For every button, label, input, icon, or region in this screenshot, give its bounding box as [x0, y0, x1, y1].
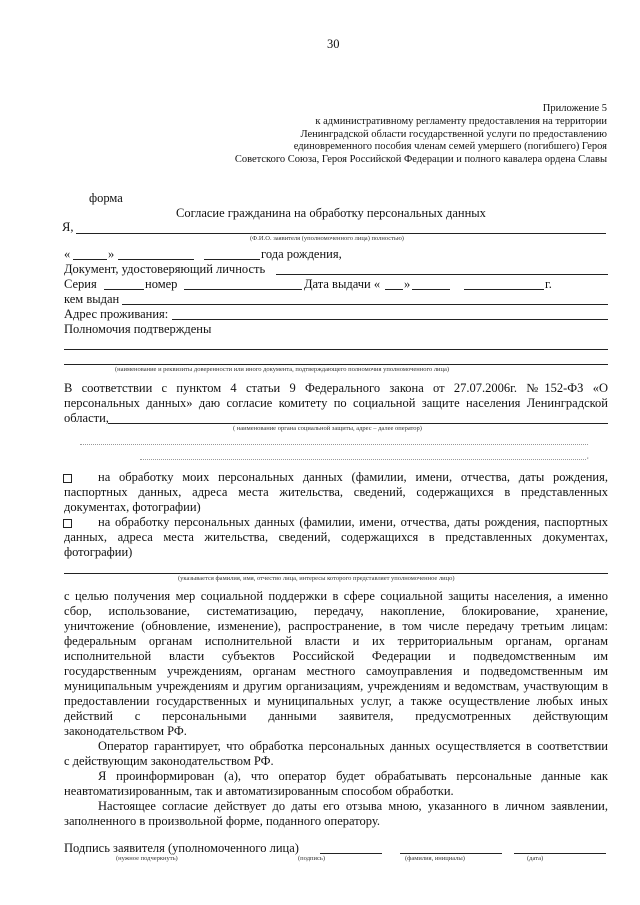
issue-year-line[interactable]	[464, 289, 544, 290]
document-title: Согласие гражданина на обработку персональных данных	[176, 206, 486, 220]
fio-field-line[interactable]	[76, 233, 606, 234]
purpose-line: государственным учреждениям, органам местного самоуправления и подведомственным им	[64, 664, 608, 678]
option-represented-data-line: данных, адреса места жительства, сведений, содержащихся в представленных документах,	[64, 530, 608, 544]
authority-hint: (наименование и реквизиты доверенности или иного документа, подтверждающего полномочия уполномоченного лица)	[115, 366, 450, 373]
issued-by-field-line[interactable]	[122, 304, 608, 305]
birth-open-quote: «	[64, 247, 71, 261]
option-own-data-checkbox[interactable]	[63, 474, 72, 483]
series-label: Серия	[64, 277, 97, 291]
authority-field-line-1[interactable]	[64, 349, 608, 350]
purpose-line: муниципальным учреждениям и другим организациям, учреждениям и ведомствам, участвующим в	[64, 679, 608, 693]
birth-month-line[interactable]	[118, 259, 194, 260]
appendix-line: к административному регламенту предоставления на территории	[315, 115, 607, 127]
page-number: 30	[327, 37, 340, 51]
number-label: номер	[145, 277, 178, 291]
option-represented-data-line: фотографии)	[64, 545, 133, 559]
address-field-line[interactable]	[172, 319, 608, 320]
series-field-line[interactable]	[104, 289, 144, 290]
ya-label: Я,	[62, 220, 74, 234]
guarantee-line: Оператор гарантирует, что обработка персональных данных осуществляется в соответствии	[98, 739, 608, 753]
option-own-data-line: на обработку моих персональных данных (фамилии, имени, отчества, даты рождения,	[98, 470, 608, 484]
purpose-line: законодательством РФ.	[64, 724, 187, 738]
option-represented-data-line: на обработку персональных данных (фамилии, имени, отчества, даты рождения, паспортных	[98, 515, 608, 529]
operator-dotted-line-2[interactable]	[140, 459, 586, 460]
document-field-line[interactable]	[276, 274, 608, 275]
purpose-line: сбор, использование, систематизацию, передачу, накопление, блокирование, хранение,	[64, 604, 608, 618]
date-field-line[interactable]	[514, 853, 606, 854]
authority-field-line-2[interactable]	[64, 364, 608, 365]
consent-intro-line: области,	[64, 411, 109, 425]
option-represented-data-checkbox[interactable]	[63, 519, 72, 528]
guarantee-line: с действующим законодательством РФ.	[64, 754, 274, 768]
informed-line: Я проинформирован (а), что оператор будет обрабатывать персональные данные как	[98, 769, 608, 783]
appendix-line: единовременного пособия членам семей умершего (погибшего) Героя	[293, 141, 607, 153]
operator-dotted-line-1[interactable]	[80, 444, 588, 445]
informed-line: неавтоматизированным, так и автоматизированным способом обработки.	[64, 784, 454, 798]
number-field-line[interactable]	[184, 289, 302, 290]
issue-month-line[interactable]	[412, 289, 450, 290]
birth-year-line[interactable]	[204, 259, 260, 260]
appendix-header	[187, 103, 607, 167]
year-suffix: г.	[545, 277, 552, 291]
form-label: форма	[89, 191, 123, 205]
name-field-line[interactable]	[400, 853, 502, 854]
operator-field-line[interactable]	[108, 423, 608, 424]
operator-hint: ( наименование органа социальной защиты, адрес – далее оператор)	[233, 425, 422, 432]
issue-close-quote: »	[404, 277, 411, 291]
operator-line-end: ,	[587, 453, 589, 460]
signature-hint-sign: (подпись)	[298, 855, 325, 862]
appendix-line: Советского Союза, Героя Российской Федерации и полного кавалера ордена Славы	[234, 154, 607, 166]
signature-hint-name: (фамилия, инициалы)	[405, 855, 465, 862]
validity-line: Настоящее согласие действует до даты его отзыва мною, указанного в личном заявлении,	[98, 799, 608, 813]
document-label: Документ, удостоверяющий личность	[64, 262, 266, 276]
birth-day-line[interactable]	[73, 259, 107, 260]
address-label: Адрес проживания:	[64, 307, 169, 321]
birth-suffix: года рождения,	[261, 247, 342, 261]
purpose-line: уничтожение (обновление, изменение), распространение, в том числе передачу третьим лицам:	[64, 619, 608, 633]
issued-by-label: кем выдан	[64, 292, 120, 306]
purpose-line: федеральным органам исполнительной власти и их территориальным органам, органам	[64, 634, 608, 648]
issue-day-line[interactable]	[385, 289, 403, 290]
consent-intro-line: персональных данных» даю согласие комитету по социальной защите населения Ленинградской	[64, 396, 608, 410]
represented-person-field-line[interactable]	[64, 573, 608, 574]
signature-hint-underline: (нужное подчеркнуть)	[116, 855, 178, 862]
represented-person-hint: (указывается фамилия, имя, отчество лица, интересы которого представляет уполномоченное лицо)	[178, 575, 455, 582]
signature-field-line[interactable]	[320, 853, 382, 854]
birth-close-quote: »	[108, 247, 115, 261]
purpose-line: предоставлении государственных и муниципальных услуг, а также осуществление любых иных	[64, 694, 608, 708]
option-own-data-line: паспортных данных, адреса места жительства, сведений, содержащихся в представленных	[64, 485, 608, 499]
appendix-line: Ленинградской области государственной услуги по предоставлению	[300, 128, 607, 140]
fio-hint: (Ф.И.О. заявителя (уполномоченного лица) полностью)	[250, 235, 404, 242]
authority-label: Полномочия подтверждены	[64, 322, 212, 336]
appendix-number: Приложение 5	[542, 103, 607, 114]
purpose-line: с целью получения мер социальной поддержки в сфере социальной защиты населения, а именно	[64, 589, 608, 603]
purpose-line: действий с персональными данными заявителя, предусмотренных действующим	[64, 709, 608, 723]
purpose-line: исполнительной власти субъектов Российской Федерации и подведомственным им	[64, 649, 608, 663]
option-own-data-line: документах, фотографии)	[64, 500, 201, 514]
signature-hint-date: (дата)	[527, 855, 544, 862]
issue-date-label: Дата выдачи «	[304, 277, 381, 291]
validity-line: заполненного в произвольной форме, поданного оператору.	[64, 814, 380, 828]
signature-label: Подпись заявителя (уполномоченного лица)	[64, 841, 299, 855]
consent-intro-line: В соответствии с пунктом 4 статьи 9 Федерального закона от 27.07.2006г. №152-ФЗ «О	[64, 381, 608, 395]
